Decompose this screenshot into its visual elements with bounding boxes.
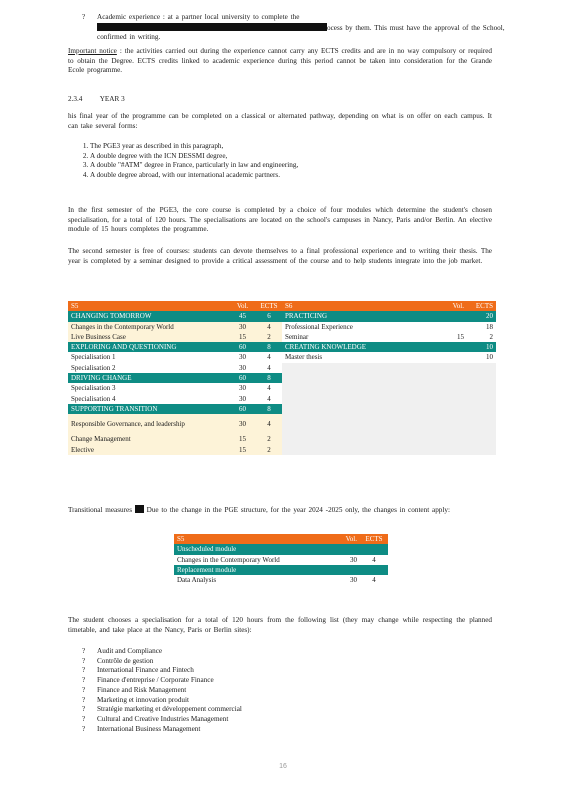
transition-header-ects: ECTS xyxy=(360,534,388,544)
table-row xyxy=(174,555,388,565)
page-number: 16 xyxy=(279,763,287,770)
s5-header-ects: ECTS xyxy=(256,301,282,311)
intro-bullet-line1: Academic experience : at a partner local university to complete the xyxy=(97,13,300,21)
empty-cell xyxy=(467,394,496,404)
s6-module-ects: 10 xyxy=(467,352,496,362)
redacted-block xyxy=(135,505,144,513)
s5-module-label: Elective xyxy=(68,445,229,455)
section-title: YEAR 3 xyxy=(99,95,125,103)
empty-cell xyxy=(282,394,444,404)
specialisation-label: Finance d'entreprise / Corporate Finance xyxy=(97,676,214,685)
s5-module-ects: 2 xyxy=(256,332,282,342)
transitional-measures xyxy=(68,505,492,516)
empty-cell xyxy=(467,434,496,444)
s5-header-label: S5 xyxy=(68,301,229,311)
form-item: 4. A double degree abroad, with our international academic partners. xyxy=(90,171,494,181)
specialisation-item xyxy=(82,696,382,706)
table-row xyxy=(68,445,496,455)
s6-module-label: Seminar xyxy=(282,332,444,342)
transition-module-label: Unscheduled module xyxy=(174,544,338,554)
empty-cell xyxy=(282,434,444,444)
redacted-block xyxy=(97,23,327,31)
s5-module-vol: 30 xyxy=(229,352,256,362)
s5-module-ects: 4 xyxy=(256,352,282,362)
s5-header-vol: Vol. xyxy=(229,301,256,311)
empty-cell xyxy=(444,404,467,414)
empty-cell xyxy=(444,434,467,444)
form-item: 2. A double degree with the ICN DESSMI degree, xyxy=(90,152,494,162)
s5-module-vol: 15 xyxy=(229,434,256,444)
specialisation-item xyxy=(82,686,382,696)
table-row xyxy=(174,534,388,544)
specialisation-label: International Finance and Fintech xyxy=(97,666,194,675)
specialisation-label: Finance and Risk Management xyxy=(97,685,187,694)
s5-module-ects: 8 xyxy=(256,342,282,352)
transition-module-label: Changes in the Contemporary World xyxy=(174,555,338,565)
table-row xyxy=(174,575,388,585)
transitional-text: Due to the change in the PGE structure, for the year 2024 -2025 only, the changes in content apply: xyxy=(146,506,450,514)
s6-module-ects: 18 xyxy=(467,322,496,332)
specialisation-item xyxy=(82,647,382,657)
s5-module-vol: 30 xyxy=(229,383,256,393)
empty-cell xyxy=(467,445,496,455)
s6-module-label: PRACTICING xyxy=(282,311,444,321)
bullet-marker: ? xyxy=(82,715,86,724)
empty-cell xyxy=(444,394,467,404)
specialisation-item xyxy=(82,715,382,725)
s5-module-label: Specialisation 4 xyxy=(68,394,229,404)
s5-module-ects: 4 xyxy=(256,363,282,373)
s5-module-ects: 4 xyxy=(256,394,282,404)
bullet-marker: ? xyxy=(82,656,86,665)
transition-module-vol xyxy=(338,544,360,554)
specialisation-item xyxy=(82,666,382,676)
s5-module-vol: 30 xyxy=(229,322,256,332)
s6-module-ects: 10 xyxy=(467,342,496,352)
s6-module-vol xyxy=(444,322,467,332)
specialisation-label: Contrôle de gestion xyxy=(97,656,154,665)
empty-cell xyxy=(282,373,444,383)
specialisation-label: International Business Management xyxy=(97,724,201,733)
s6-header-vol: Vol. xyxy=(444,301,467,311)
empty-cell xyxy=(282,383,444,393)
s6-module-vol xyxy=(444,311,467,321)
s5-module-label: Specialisation 1 xyxy=(68,352,229,362)
transition-table xyxy=(174,534,388,585)
s5-module-label: CHANGING TOMORROW xyxy=(68,311,229,321)
s5-module-vol: 45 xyxy=(229,311,256,321)
s6-module-vol xyxy=(444,342,467,352)
empty-cell xyxy=(467,383,496,393)
s5-module-vol: 15 xyxy=(229,332,256,342)
table-row xyxy=(68,342,496,352)
section-number: 2.3.4 xyxy=(68,95,83,103)
empty-cell xyxy=(467,373,496,383)
table-row xyxy=(68,404,496,414)
table-row xyxy=(68,394,496,404)
s5-module-label: SUPPORTING TRANSITION xyxy=(68,404,229,414)
table-row xyxy=(68,363,496,373)
s5-module-vol: 30 xyxy=(229,414,256,434)
transition-header-label: S5 xyxy=(174,534,338,544)
transition-module-label: Replacement module xyxy=(174,565,338,575)
bullet-marker: ? xyxy=(82,13,86,21)
bullet-marker: ? xyxy=(82,676,86,685)
table-row xyxy=(174,565,388,575)
empty-cell xyxy=(444,383,467,393)
form-item: 3. A double "#ATM" degree in France, particularly in law and engineering, xyxy=(90,161,494,171)
intro-bullet xyxy=(82,13,507,43)
s5-module-ects: 8 xyxy=(256,404,282,414)
s6-module-ects: 20 xyxy=(467,311,496,321)
table-row xyxy=(68,311,496,321)
table-row xyxy=(68,322,496,332)
section-heading xyxy=(68,95,492,105)
s5-module-ects: 6 xyxy=(256,311,282,321)
forms-list xyxy=(70,142,494,181)
transition-module-vol xyxy=(338,565,360,575)
bullet-marker: ? xyxy=(82,685,86,694)
bullet-marker: ? xyxy=(82,647,86,655)
form-item: 1. The PGE3 year as described in this paragraph, xyxy=(90,142,494,152)
specialisation-item xyxy=(82,705,382,715)
s5-module-vol: 30 xyxy=(229,363,256,373)
s5-module-label: Change Management xyxy=(68,434,229,444)
specialisation-list xyxy=(82,647,382,734)
s5-module-ects: 4 xyxy=(256,414,282,434)
year3-intro: his final year of the programme can be completed on a classical or alternated pathway, depending on what is on offer on each campus. It can take several forms: xyxy=(68,112,492,130)
transition-header-vol: Vol. xyxy=(338,534,360,544)
s5-module-vol: 60 xyxy=(229,404,256,414)
s5-module-vol: 30 xyxy=(229,394,256,404)
curriculum-table xyxy=(68,301,496,455)
s5-module-ects: 2 xyxy=(256,434,282,444)
table-row xyxy=(68,383,496,393)
table-row xyxy=(68,301,496,311)
s5-module-label: Specialisation 2 xyxy=(68,363,229,373)
table-row xyxy=(174,544,388,554)
curriculum-table-grid xyxy=(68,301,496,455)
empty-cell xyxy=(282,414,444,434)
empty-cell xyxy=(282,404,444,414)
specialisation-label: Cultural and Creative Industries Management xyxy=(97,715,229,724)
empty-cell xyxy=(282,363,444,373)
empty-cell xyxy=(467,363,496,373)
s6-header-ects: ECTS xyxy=(467,301,496,311)
intro-bullet-line3: confirmed in writing. xyxy=(97,33,161,42)
bullet-marker: ? xyxy=(82,695,86,704)
transition-module-ects: 4 xyxy=(360,555,388,565)
empty-cell xyxy=(444,445,467,455)
s5-module-label: EXPLORING AND QUESTIONING xyxy=(68,342,229,352)
table-row xyxy=(68,373,496,383)
specialisation-label: Marketing et innovation produit xyxy=(97,695,190,704)
s6-module-ects: 2 xyxy=(467,332,496,342)
empty-cell xyxy=(467,404,496,414)
table-row xyxy=(68,332,496,342)
s5-module-label: Live Business Case xyxy=(68,332,229,342)
table-row xyxy=(68,434,496,444)
s5-module-label: Specialisation 3 xyxy=(68,383,229,393)
intro-bullet-line2 xyxy=(97,23,507,34)
specialisation-item xyxy=(82,676,382,686)
s6-module-label: Professional Experience xyxy=(282,322,444,332)
transition-module-ects xyxy=(360,544,388,554)
s5-module-ects: 2 xyxy=(256,445,282,455)
s5-module-ects: 4 xyxy=(256,322,282,332)
s6-header-label: S6 xyxy=(282,301,444,311)
transition-module-vol: 30 xyxy=(338,555,360,565)
s6-module-label: Master thesis xyxy=(282,352,444,362)
s5-module-label: Responsible Governance, and leadership xyxy=(68,414,229,434)
s5-module-ects: 8 xyxy=(256,373,282,383)
semester2-paragraph: The second semester is free of courses: students can devote themselves to a final professional experience and to writing their thesis. The year is completed by a seminar designed to provide a critical assessment of the course and to help students integrate into the job market. xyxy=(68,247,492,265)
specialisation-item xyxy=(82,725,382,735)
important-notice-label: Important notice xyxy=(68,47,117,55)
empty-cell xyxy=(444,414,467,434)
bullet-marker: ? xyxy=(82,724,86,733)
intro-bullet-line2-tail: ocess by them. This must have the approval of the School, xyxy=(327,23,505,32)
specialisation-label: Stratégie marketing et développement commercial xyxy=(97,705,242,714)
specialisation-label: Audit and Compliance xyxy=(97,647,163,655)
transition-module-vol: 30 xyxy=(338,575,360,585)
bullet-marker: ? xyxy=(82,666,86,675)
semester1-paragraph: In the first semester of the PGE3, the core course is completed by a choice of four modules which determine the student's chosen specialisation, for a total of 120 hours. The specialisations are located on the school's campuses in Nancy, Paris and/or Berlin. An elective module of 15 hours completes the programme. xyxy=(68,206,492,234)
transitional-label: Transitional measures xyxy=(68,506,133,514)
bullet-marker: ? xyxy=(82,705,86,714)
s5-module-vol: 15 xyxy=(229,445,256,455)
s5-module-ects: 4 xyxy=(256,383,282,393)
transition-module-label: Data Analysis xyxy=(174,575,338,585)
s6-module-vol xyxy=(444,352,467,362)
specialisation-intro: The student chooses a specialisation for a total of 120 hours from the following list (they may change while respecting the planned timetable, and take place at the Nancy, Paris or Berlin sites): xyxy=(68,616,492,634)
empty-cell xyxy=(467,414,496,434)
specialisation-item xyxy=(82,657,382,667)
s6-module-vol: 15 xyxy=(444,332,467,342)
important-notice-text: : the activities carried out during the experience cannot carry any ECTS credits and are in no way compulsory or required to obtain the Degree. ECTS credits linked to academic experience during this period cannot be taken into consideration for the Grande Ecole programme. xyxy=(68,47,493,75)
table-row xyxy=(68,352,496,362)
s6-module-label: CREATING KNOWLEDGE xyxy=(282,342,444,352)
transition-module-ects xyxy=(360,565,388,575)
transition-module-ects: 4 xyxy=(360,575,388,585)
empty-cell xyxy=(444,373,467,383)
empty-cell xyxy=(444,363,467,373)
empty-cell xyxy=(282,445,444,455)
s5-module-vol: 60 xyxy=(229,342,256,352)
s5-module-label: Changes in the Contemporary World xyxy=(68,322,229,332)
transition-table-grid xyxy=(174,534,388,585)
s5-module-label: DRIVING CHANGE xyxy=(68,373,229,383)
table-row xyxy=(68,414,496,434)
important-notice xyxy=(68,47,492,76)
s5-module-vol: 60 xyxy=(229,373,256,383)
